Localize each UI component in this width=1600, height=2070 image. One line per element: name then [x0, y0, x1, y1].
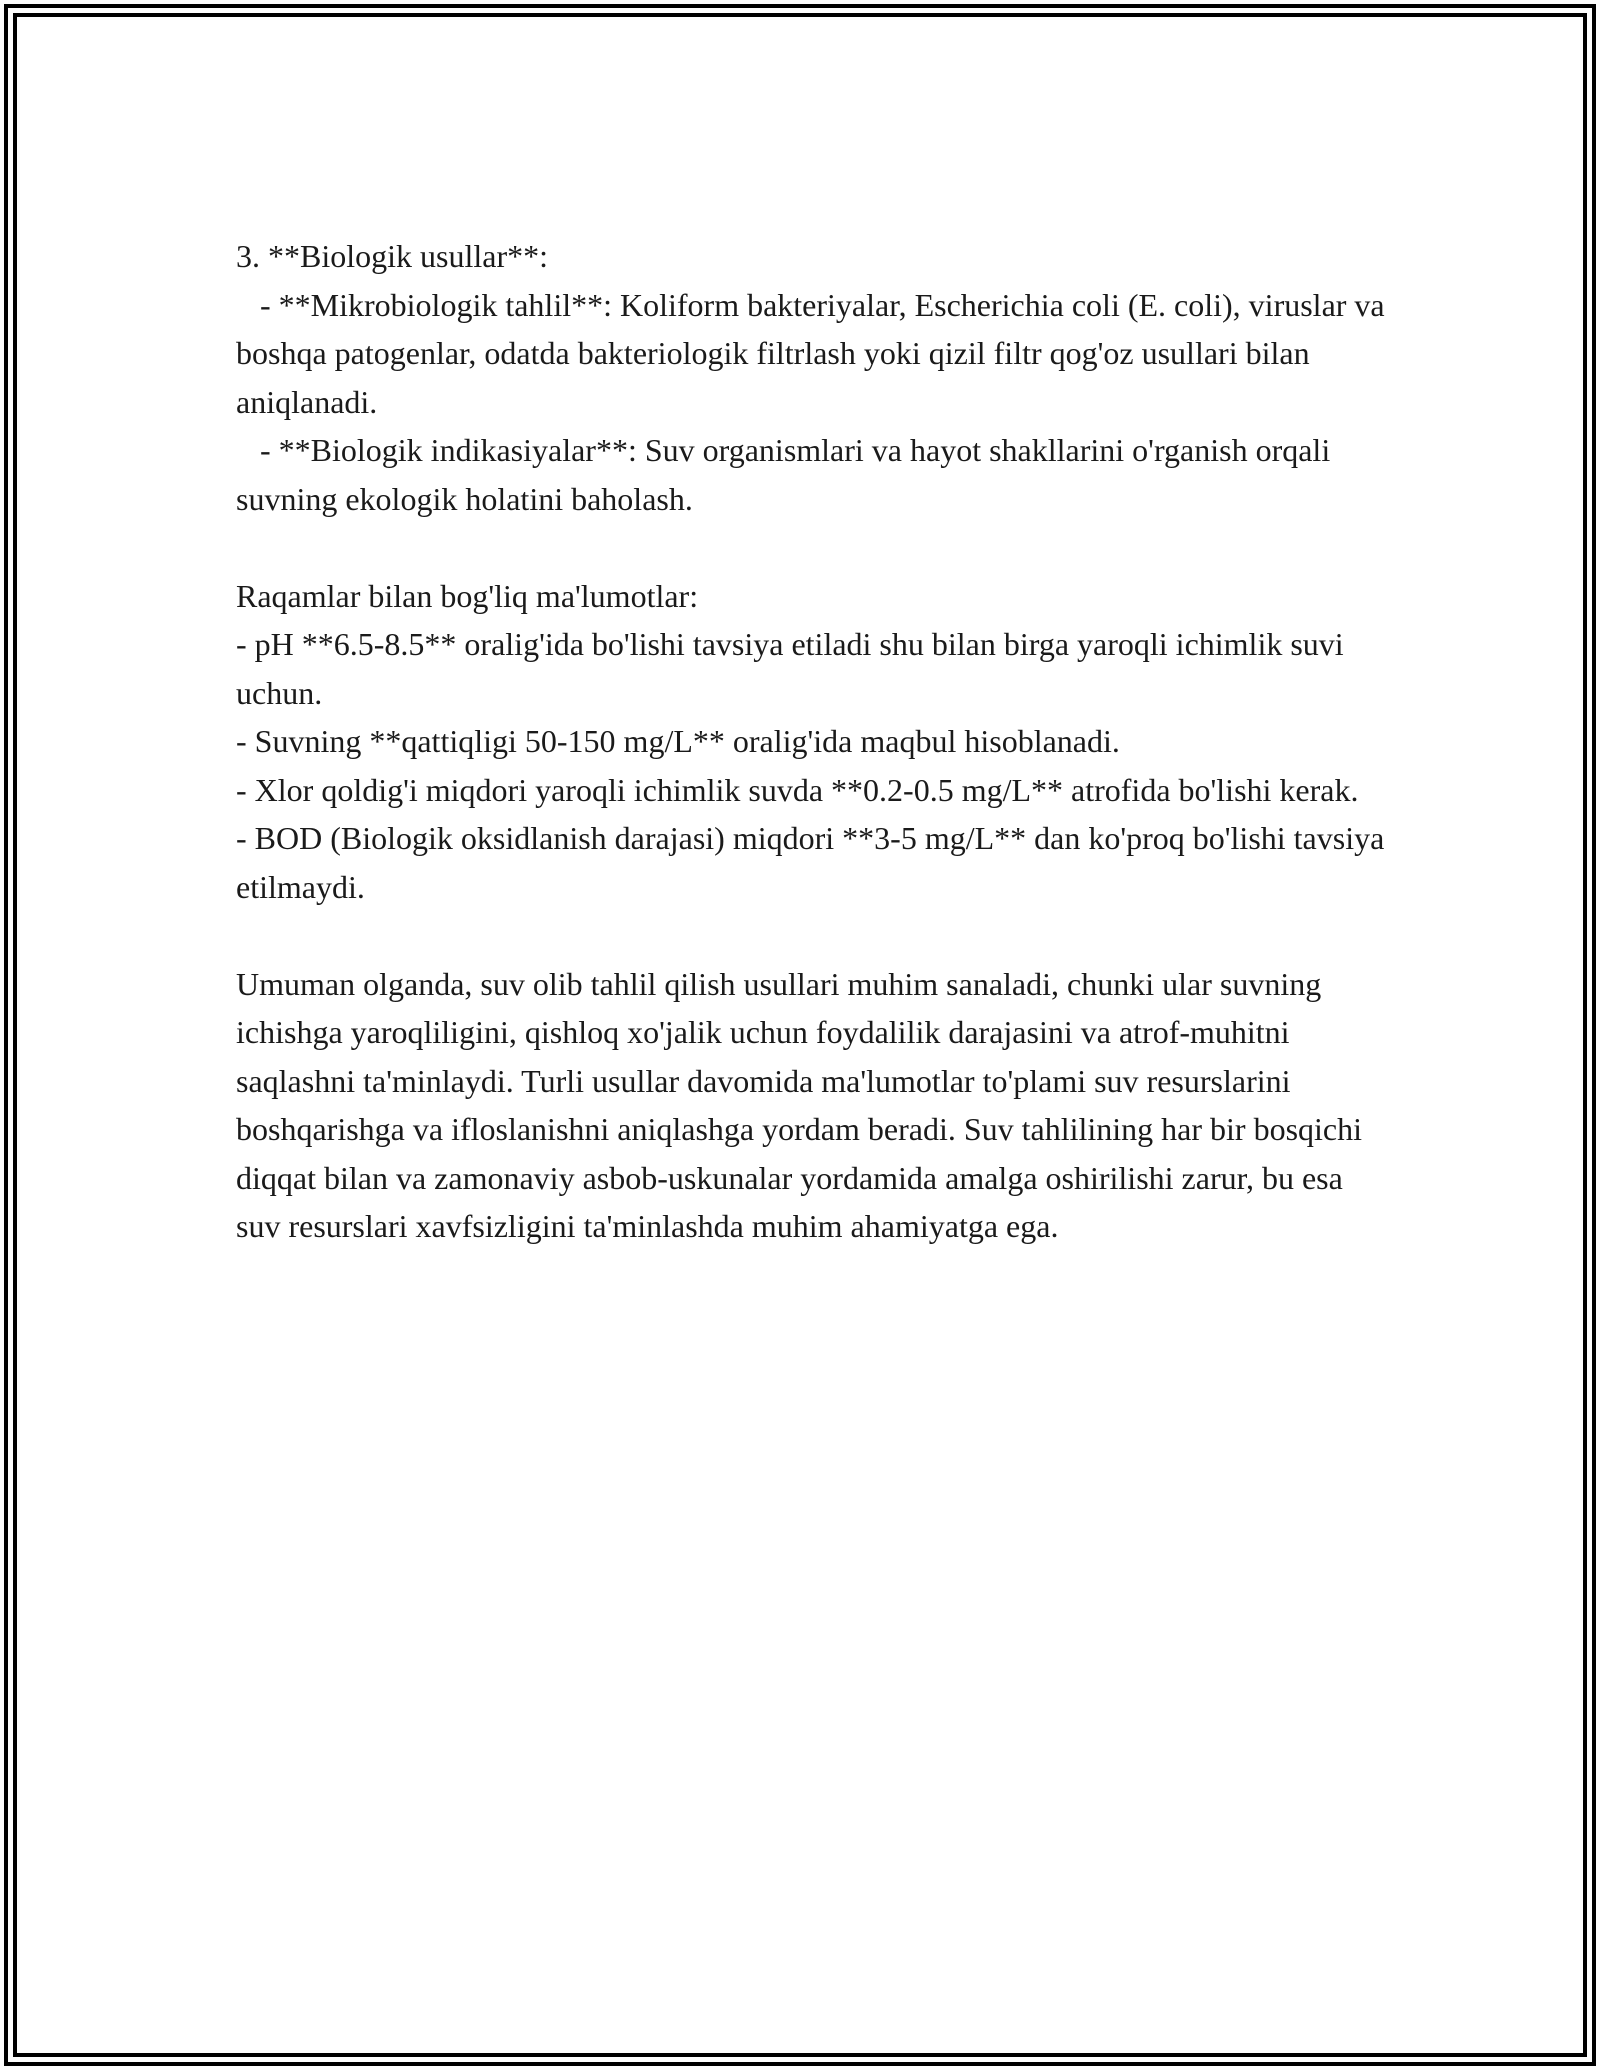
numbers-heading: Raqamlar bilan bog'liq ma'lumotlar:	[236, 577, 699, 614]
list-item: - Xlor qoldig'i miqdori yaroqli ichimlik suvda **0.2-0.5 mg/L** atrofida bo'lishi kerak.	[236, 771, 1359, 808]
list-item: - **Biologik indikasiyalar**: Suv organismlari va hayot shakllarini o'rganish orqali suvning ekologik holatini baholash.	[236, 432, 1339, 517]
paragraph-spacer	[236, 523, 1386, 572]
list-item: - **Mikrobiologik tahlil**: Koliform bakteriyalar, Escherichia coli (E. coli), viruslar va boshqa patogenlar, odatda bakteriologik filtrlash yoki qizil filtr qog'oz usullari bilan aniqlanadi.	[236, 286, 1393, 420]
list-item: - pH **6.5-8.5** oralig'ida bo'lishi tavsiya etiladi shu bilan birga yaroqli ichimlik suvi uchun.	[236, 626, 1352, 711]
document-body	[236, 232, 1393, 1251]
list-item: - Suvning **qattiqligi 50-150 mg/L** oralig'ida maqbul hisoblanadi.	[236, 723, 1120, 759]
section-heading: 3. **Biologik usullar**:	[236, 238, 548, 274]
paragraph-spacer	[236, 911, 1386, 960]
conclusion-paragraph: Umuman olganda, suv olib tahlil qilish usullari muhim sanaladi, chunki ular suvning ichishga yaroqliligini, qishloq xo'jalik uchun foydalilik darajasini va atrof-muhitni saqlashni ta'minlaydi. Turli usullar davomida ma'lumotlar to'plami suv resurslarini boshqarishga va ifloslanishni aniqlashga yordam beradi. Suv tahlilining har bir bosqichi diqqat bilan va zamonaviy asbob-uskunalar yordamida amalga oshirilishi zarur, bu esa suv resurslari xavfsizligini ta'minlashda muhim ahamiyatga ega.	[236, 965, 1371, 1244]
list-item: - BOD (Biologik oksidlanish darajasi) miqdori **3-5 mg/L** dan ko'proq bo'lishi tavsiya etilmaydi.	[236, 820, 1393, 905]
